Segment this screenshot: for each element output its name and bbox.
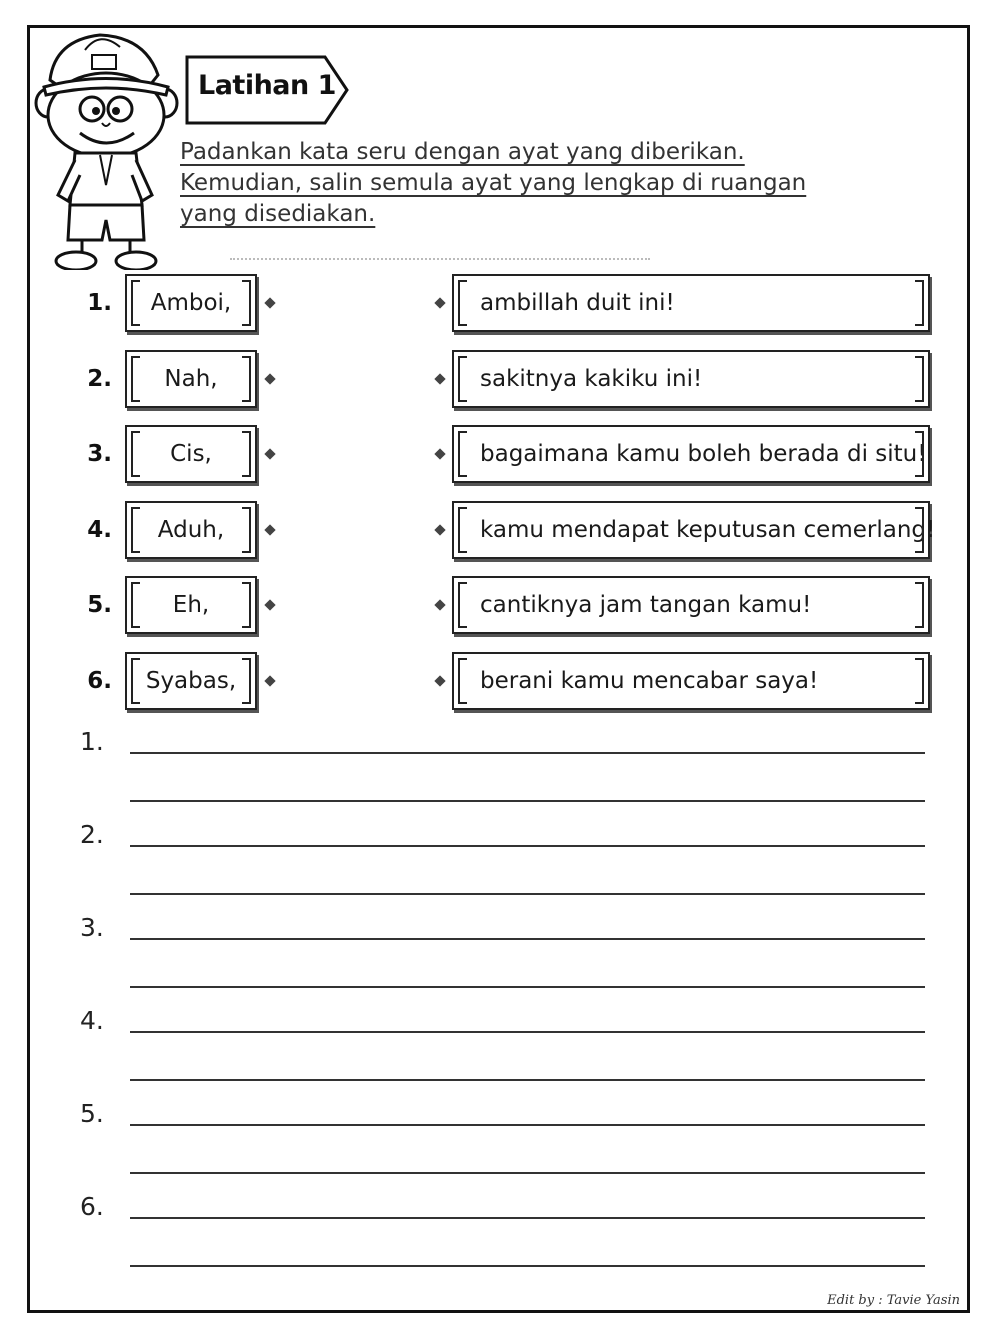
row-number: 2. — [87, 366, 112, 392]
sentence-text: berani kamu mencabar saya! — [480, 668, 819, 694]
row-number: 3. — [87, 441, 112, 467]
answer-number: 4. — [80, 1006, 104, 1035]
sentence-box — [452, 501, 936, 559]
interjection-text: Amboi, — [150, 290, 232, 316]
instruction-line: yang disediakan. — [180, 201, 376, 227]
instruction-line: Kemudian, salin semula ayat yang lengkap di ruangan — [180, 170, 807, 196]
row-number: 1. — [87, 290, 112, 316]
sentence-text: sakitnya kakiku ini! — [480, 366, 703, 392]
answer-number: 5. — [80, 1099, 104, 1128]
dotted-separator — [230, 258, 650, 260]
answer-line[interactable] — [130, 1265, 925, 1267]
interjection-box — [125, 274, 257, 332]
row-number: 6. — [87, 668, 112, 694]
interjection-text: Syabas, — [145, 668, 237, 694]
row-number: 4. — [87, 517, 112, 543]
sentence-box — [452, 652, 930, 710]
answer-line[interactable] — [130, 893, 925, 895]
interjection-box — [125, 652, 257, 710]
credit-text: Edit by : Tavie Yasin — [827, 1293, 960, 1308]
interjection-box — [125, 425, 257, 483]
answer-line[interactable] — [130, 1031, 925, 1033]
sentence-text: ambillah duit ini! — [480, 290, 675, 316]
interjection-text: Nah, — [164, 366, 218, 392]
interjection-text: Cis, — [170, 441, 212, 467]
answer-line[interactable] — [130, 752, 925, 754]
row-number: 5. — [87, 592, 112, 618]
sentence-text: cantiknya jam tangan kamu! — [480, 592, 812, 618]
answer-line[interactable] — [130, 1079, 925, 1081]
worksheet-title: Latihan 1 — [198, 70, 336, 101]
answer-line[interactable] — [130, 1124, 925, 1126]
interjection-box — [125, 501, 257, 559]
answer-number: 1. — [80, 727, 104, 756]
answer-number: 2. — [80, 820, 104, 849]
cartoon-boy-illustration — [30, 25, 180, 270]
answer-line[interactable] — [130, 1172, 925, 1174]
answer-line[interactable] — [130, 800, 925, 802]
interjection-text: Aduh, — [157, 517, 225, 543]
sentence-text: bagaimana kamu boleh berada di situ! — [480, 441, 927, 467]
sentence-box — [452, 425, 930, 483]
answer-line[interactable] — [130, 938, 925, 940]
interjection-box — [125, 576, 257, 634]
sentence-box — [452, 350, 930, 408]
sentence-box — [452, 274, 930, 332]
answer-line[interactable] — [130, 845, 925, 847]
answer-number: 3. — [80, 913, 104, 942]
instructions — [180, 137, 880, 230]
answer-number: 6. — [80, 1192, 104, 1221]
answer-line[interactable] — [130, 986, 925, 988]
interjection-box — [125, 350, 257, 408]
sentence-box — [452, 576, 930, 634]
instruction-line: Padankan kata seru dengan ayat yang diberikan. — [180, 139, 745, 165]
answer-line[interactable] — [130, 1217, 925, 1219]
sentence-text: kamu mendapat keputusan cemerlang! — [480, 517, 936, 543]
interjection-text: Eh, — [172, 592, 210, 618]
